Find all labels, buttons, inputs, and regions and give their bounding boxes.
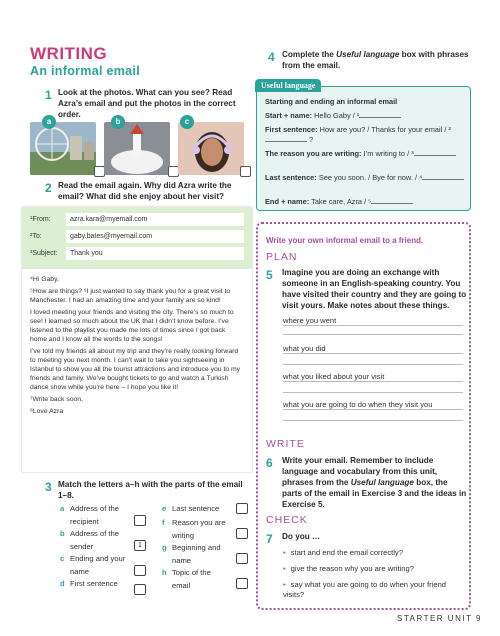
email-header — [22, 207, 252, 269]
match-list-right — [162, 503, 242, 592]
exercise-7-number: 7 — [266, 532, 273, 546]
answer-box-g[interactable] — [236, 553, 248, 564]
match-item-h: h Topic of the email — [162, 568, 211, 590]
match-item-d: d First sentence — [60, 579, 118, 588]
match-list-left — [60, 503, 142, 591]
blank-4[interactable] — [422, 173, 464, 180]
note-plans-when-they-visit[interactable]: what you are going to do when they visit you — [283, 400, 463, 410]
email-greeting: ⁴Hi Gaby, — [30, 276, 59, 283]
photo-b-dancer — [104, 122, 170, 175]
match-item-g: g Beginning and name — [162, 543, 221, 565]
exercise-1-instructions: Look at the photos. What can you see? Read Azra’s email and put the photos in the correct order. — [58, 88, 236, 119]
useful-line-5: End + name: Take care, Azra / ⁵ — [265, 197, 465, 207]
photo-a-label: a — [42, 115, 56, 129]
blank-3[interactable] — [414, 149, 456, 156]
photo-a-city — [30, 122, 96, 175]
exercise-4-number: 4 — [268, 50, 275, 64]
exercise-4-instructions: Complete the Useful language box with phrases from the email. — [282, 50, 469, 70]
photo-c-girl-headphones — [178, 122, 244, 175]
check-item-2: • give the reason why you are writing? — [283, 564, 463, 574]
photo-c-label: c — [180, 115, 194, 129]
exercise-6-instructions: Write your email. Remember to include language and vocabulary from this unit, phrases from the Useful language box, the parts of the email in Exercise 3 and the ideas in Exercise 5. — [282, 456, 467, 509]
useful-line-2: First sentence: How are you? / Thanks for your email / ² ? — [265, 125, 451, 144]
exercise-5-instructions: Imagine you are doing an exchange with someone in an English-speaking country. You have visited their country and they are going to visit yours. Make notes about these things. — [282, 268, 467, 310]
check-item-1: • start and end the email correctly? — [283, 548, 463, 558]
match-item-f: f Reason you are writing — [162, 518, 226, 540]
blank-2[interactable] — [265, 135, 307, 142]
match-item-c: c Ending and your name — [60, 554, 126, 576]
page-title: WRITING — [30, 44, 108, 63]
check-item-3: • say what you are going to do when your friend visits? — [283, 580, 463, 600]
write-task-box — [256, 222, 471, 610]
to-field: gaby.bates@myemail.com — [66, 230, 244, 243]
answer-box-b[interactable]: 1 — [134, 540, 146, 551]
answer-box-d[interactable] — [134, 584, 146, 595]
subject-label: ³Subject: — [30, 250, 58, 257]
useful-language-box — [256, 81, 471, 211]
useful-line-4: Last sentence: See you soon. / Bye for now. / ⁴ — [265, 173, 465, 183]
match-item-b: b Address of the sender — [60, 529, 119, 551]
note-where-you-went[interactable]: where you went — [283, 316, 463, 326]
page-footer: STARTER UNIT 9 — [396, 614, 482, 623]
to-label: ²To: — [30, 233, 42, 240]
from-label: ¹From: — [30, 216, 51, 223]
answer-box-h[interactable] — [236, 578, 248, 589]
blank-5[interactable] — [371, 197, 413, 204]
exercise-3-instructions: Match the letters a–h with the parts of the email 1–8. — [58, 480, 243, 500]
useful-language-tab: Useful language — [255, 79, 321, 92]
exercise-2-instructions: Read the email again. Why did Azra write the email? What did she enjoy about her visit? — [58, 181, 232, 201]
email-closing: ⁷Write back soon, — [30, 396, 83, 403]
write-heading: WRITE — [266, 438, 305, 450]
email-panel — [22, 207, 252, 472]
note-rule — [283, 392, 463, 393]
answer-box-c[interactable] — [134, 565, 146, 576]
subject-field: Thank you — [66, 247, 244, 260]
useful-line-1: Start + name: Hello Gaby / ¹ — [265, 111, 465, 121]
plan-heading: PLAN — [266, 251, 298, 263]
match-item-a: a Address of the recipient — [60, 504, 119, 526]
blank-1[interactable] — [359, 111, 401, 118]
email-paragraph-3: I’ve told my friends all about my trip and they’re really looking forward to meeting you next month. I can’t wait to take you sightseeing in Istanbul to show you all the tourist attractions and introduce you to my friends and family. We’ve bought tickets to go and watch a Turkish dance show while you’re here – I hope you like it! — [30, 348, 241, 391]
page-subtitle: An informal email — [30, 64, 140, 78]
note-rule — [283, 334, 463, 335]
note-rule — [283, 420, 463, 421]
exercise-7-instructions: Do you … — [282, 532, 321, 541]
exercise-2-number: 2 — [45, 181, 52, 195]
write-intro: Write your own informal email to a friend. — [266, 236, 424, 245]
answer-box-a[interactable] — [134, 515, 146, 526]
email-signature: ⁸Love Azra — [30, 408, 64, 415]
match-item-e: e Last sentence — [162, 504, 220, 513]
from-field: azra.kara@myemail.com — [66, 213, 244, 226]
useful-heading: Starting and ending an informal email — [265, 97, 398, 106]
email-body — [22, 269, 252, 425]
answer-box-f[interactable] — [236, 528, 248, 539]
useful-line-3: The reason you are writing: I’m writing to / ³ — [265, 149, 465, 159]
note-what-you-liked[interactable]: what you liked about your visit — [283, 372, 463, 382]
note-rule — [283, 364, 463, 365]
note-what-you-did[interactable]: what you did — [283, 344, 463, 354]
check-heading: CHECK — [266, 514, 308, 526]
answer-box-e[interactable] — [236, 503, 248, 514]
exercise-3-number: 3 — [45, 480, 52, 494]
photo-c-order-box[interactable] — [240, 166, 251, 177]
exercise-1-number: 1 — [45, 88, 52, 102]
email-paragraph-1: ⁵How are things? ⁶I just wanted to say thank you for a great visit to Manchester. I had an amazing time and your family are so kind! — [30, 288, 231, 304]
photo-b-label: b — [111, 115, 125, 129]
exercise-5-number: 5 — [266, 268, 273, 282]
exercise-6-number: 6 — [266, 456, 273, 470]
email-paragraph-2: I loved meeting your friends and visiting the city. There’s so much to see! I learned so much about the UK that I didn’t know before. I’ve listened to the playlist you made me lots of times since I got back home and I know all the words to the songs! — [30, 309, 234, 343]
